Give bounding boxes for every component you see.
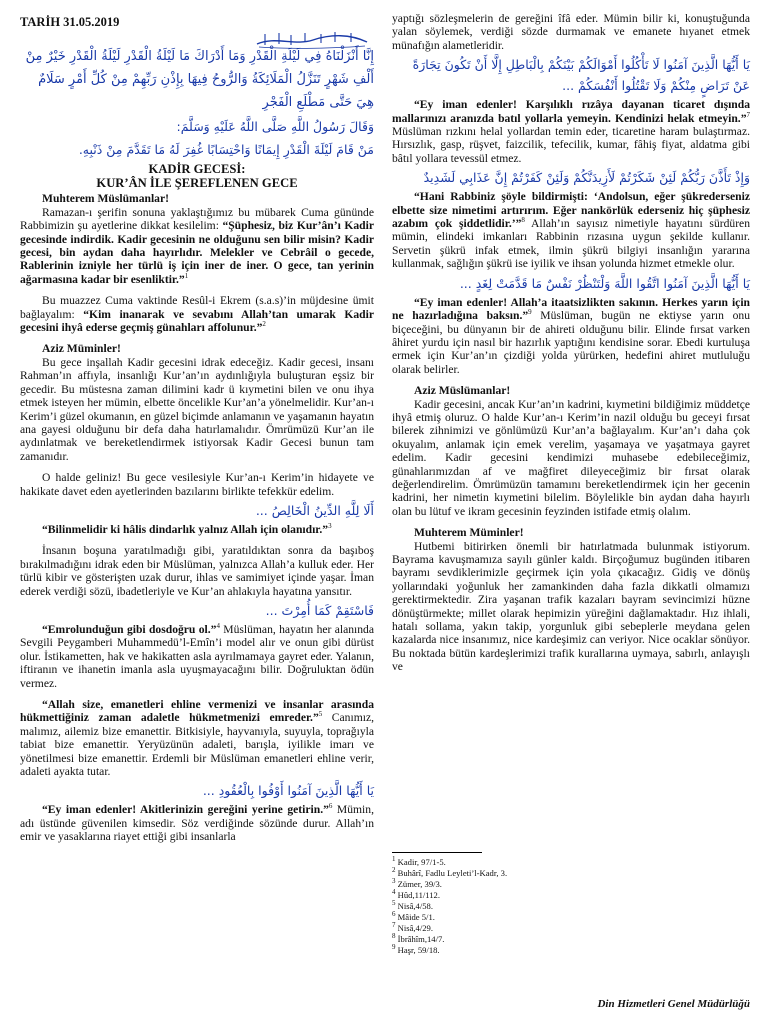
quote-text: “Ey iman edenler! Allah’a itaatsizlikten sakının. Herkes yarın için ne hazırladığına baksın.” (392, 295, 750, 323)
footnote-number: 8 (392, 932, 396, 941)
footnote-ref: 1 (184, 271, 189, 280)
heading-aziz-muslumanlar: Aziz Müslümanlar! (414, 384, 511, 398)
paragraph-text: Allah’ın sayısız nimetiyle hayatını sürdüren mümin, elindeki imkanları Rabbinin rızasına uygun şekilde kullanır. Servetin şükrü infak etmek, ilmin şükrü bilgiyi insanlığın yararına kullanmak, sağlığın şükrü ise iyilik ve ihsan yolunda hizmet etmekle olur. (392, 217, 750, 271)
paragraph-text: Mümin, adı üstünde güvenilen kimsedir. Söz verdiğinde sözünde durur. Allah’ın emir ve yasaklarına riayet ettiği gibi insanlarla (20, 803, 374, 844)
right-column (392, 12, 750, 674)
footnote-text: Zümer, 39/3. (397, 879, 442, 889)
footnote-item (392, 923, 642, 934)
paragraph (20, 294, 374, 334)
paragraph: yaptığı sözleşmelerin de gereğini îfâ eder. Mümin bilir ki, konuştuğunda yalan söylemek, verdiği sözde durmamak ve emanete hıyanet etmek münafığın alametleridir. (392, 12, 750, 52)
footnote-number: 6 (392, 910, 396, 919)
arabic-hadith-intro: وَقَالَ رَسُولُ اللَّهِ صَلَّى اللَّهُ عَلَيْهِ وَسَلَّمَ: (176, 119, 374, 135)
footnote-number: 3 (392, 877, 396, 886)
paragraph-text: Müslüman, bugün ne ektiyse yarın onu biçeceğini, bu dünyanın bir de ahireti olduğunu bilir. Elinde fırsat varken âhiret yurdu için nasıl bir hazırlık yaptığını kendisine sorar. Ebedi kurtuluşa ermek için Kur’an’ın çizdiği yolda yürürken, hedefini ahiret mutluluğu olarak belirler. (392, 309, 750, 376)
footnotes (392, 852, 642, 956)
arabic-ala-lillah: أَلَا لِلَّهِ الدِّينُ الْخَالِصُ ... (255, 502, 374, 518)
footnote-number: 4 (392, 888, 396, 897)
heading-aziz-mumin: Aziz Müminler! (42, 342, 121, 356)
footnote-item (392, 912, 642, 923)
signature: Din Hizmetleri Genel Müdürlüğü (597, 998, 750, 1010)
footnote-item (392, 868, 642, 879)
footnote-item (392, 901, 642, 912)
footnote-text: Nisâ,4/29. (397, 923, 433, 933)
footnote-item (392, 857, 642, 868)
footnote-ref: 4 (216, 622, 220, 631)
footnote-text: Hûd,11/112. (397, 890, 440, 900)
heading-muhterem-muslumanlar: Muhterem Müslümanlar! (42, 192, 169, 206)
footnote-number: 5 (392, 899, 396, 908)
paragraph: İnsanın boşuna yaratılmadığı gibi, yaratıldıktan sonra da başıboş bırakılmadığını idrak eden bir Müslüman, yalnızca Allah’a kulluk eder. Her türlü kibir ve gösterişten uzak durur, ihlas ve samimiyet içinde yaşar. İman ederek verdiği sözü, ibadetleriyle ve Kur’an ahlakıyla hayatına yansıtır. (20, 544, 374, 598)
footnote-number: 2 (392, 866, 396, 875)
paragraph (20, 623, 374, 690)
footnote-ref: 8 (521, 216, 525, 225)
arabic-awfu-bil-uqud: يَا أَيُّهَا الَّذِينَ آمَنُوا أَوْفُوا بِالْعُقُودِ ... (202, 783, 374, 799)
paragraph-text: Müslüman rızkını helal yollardan temin eder, ticaretine haram bulaştırmaz. Hırsızlık, gasp, rüşvet, faizcilik, tefecilik, kumar, fâhiş fiyat, aldatma gibi bâtıl yollara tevessül etmez. (392, 125, 750, 165)
left-column (20, 12, 374, 844)
footnote-text: Mâide 5/1. (397, 912, 435, 922)
paragraph (20, 523, 374, 536)
footnote-text: Kadir, 97/1-5. (397, 857, 446, 867)
quote-text: “Şüphesiz, biz Kur’ân’ı Kadir gecesinde indirdik. Kadir gecesinin ne olduğunu sen bilir misin? Kadir gecesi, bin aydan daha hayırlıdır. Melekler ve Cebrâil o gecede, Rablerinin izniyle her türlü iş için iner de iner. O gece, tan yerinin ağarmasına kadar bir esenliktir.” (20, 219, 374, 286)
quote-text: “Ey iman edenler! Akitlerinizin gereğini yerine getirin.” (42, 803, 329, 817)
quote-text: “Ey iman edenler! Karşılıklı rızâya dayanan ticaret dışında mallarınızı aranızda batıl yollarla yemeyin. Kendinizi helak etmeyin.” (392, 98, 750, 125)
arabic-ayah-qadr: إِنَّا أَنْزَلْنَاهُ فِي لَيْلَةِ الْقَدْرِ وَمَا أَدْرَاكَ مَا لَيْلَةُ الْقَدْرِ لَيْلَةُ الْقَدْرِ خَيْرٌ مِنْ أَلْفِ شَهْرٍ تَنَزَّلُ الْمَلَائِكَةُ وَالرُّوحُ فِيهَا بِإِذْنِ رَبِّهِمْ مِنْ كُلِّ أَمْرٍ سَلَامٌ هِيَ حَتَّى مَطْلَعِ الْفَجْرِ (25, 49, 374, 111)
paragraph (20, 803, 374, 843)
footnote-number: 9 (392, 943, 396, 952)
paragraph (392, 98, 750, 165)
paragraph: Kadir gecesini, ancak Kur’an’ın kadrini, kıymetini bildiğimiz müddetçe ihyâ etmiş oluruz. O halde Kur’an-ı Kerim’in nazil olduğu bu geceyi fırsat bilerek zihnimizi ve gönlümüzü Kur’an’a bağlayalım. Kur’an’ı daha çok okuyalım, anlamak için emek verelim, yaşamaya ve yaşatmaya gayret edelim. Kadir gecesini kendimizi muhasebe edebileceğimiz, günahlarımızdan af ve mağfiret dileyeceğimiz bir fırsat olarak değerlendirelim. Ömrümüzün tamamını bereketlendirmek için her gecenin kadrini, her nimetin kıymetini bilelim. Böylelikle bin aydan daha hayırlı olan bu lütuf ve ikram gecesinin feyzinden istifade etmiş olalım. (392, 397, 750, 518)
footnote-ref: 7 (746, 110, 750, 119)
paragraph-text: Müslüman, hayatın her alanında Sevgili Peygamberi Muhammedü’l-Emîn’i model alır ve onun gibi dürüst olur. İstikametten, hak ve hakikatten asla ayrılmamaya gayret eder. Yalanın, iftiranın ve ihanetin imanla asla uyuşmayacağını bilir. Doğruluktan ödün vermez. (20, 622, 374, 690)
footnote-text: Buhârî, Fadlu Leyleti’l-Kadr, 3. (397, 868, 508, 878)
paragraph (392, 296, 750, 376)
footnote-item (392, 879, 642, 890)
footnote-item (392, 945, 642, 956)
arabic-laazidannakum: وَإِذْ تَأَذَّنَ رَبُّكُمْ لَئِنْ شَكَرْتُمْ لَأَزِيدَنَّكُمْ وَلَئِنْ كَفَرْتُمْ إِنَّ عَذَابِي لَشَدِيدٌ (423, 170, 750, 186)
paragraph-text: Ramazan-ı şerifin sonuna yaklaştığımız bu mübarek Cuma gününde Rabbimizin şu ayetlerine dikkat kesilelim: (20, 205, 374, 233)
footnote-number: 1 (392, 855, 396, 864)
paragraph-text: Bu muazzez Cuma vaktinde Resûl-i Ekrem (s.a.s)’in müjdesine ümit bağlayalım: (20, 294, 374, 321)
sermon-title-line2: KUR’ÂN İLE ŞEREFLENEN GECE (96, 176, 298, 191)
paragraph: Hutbemi bitirirken önemli bir hatırlatmada bulunmak istiyorum. Bayrama kavuşmamıza sayılı günler kaldı. Birçoğumuz bugünden itibaren bayramı sevdiklerimizle geçirmek için yola çıkacağız. Gidiş ve dönüş yollarındaki yoğunluk her zamankinden daha fazla dikkatli olmamızı gerektirmektedir. Zira yaşanan trafik kazaları bayram sevincimizi hüzne dönüştürmekte; millet olarak hepimizin yüreğini dağlamaktadır. Hız ihlali, hatalı sollama, yakın takip, yorgunluk gibi sebeplerle meydana gelen kazalarda nice insanımız, nice kardeşimiz can veriyor. Nice ocaklar sönüyor. Bu noktada bütün kardeşlerimizi trafik kurallarına uymaya, sabırlı, anlayışlı ve (392, 539, 750, 674)
paragraph-text: Canımız, malımız, ailemiz bize emanettir. Bitkisiyle, hayvanıyla, suyuyla, toprağıyla tabiat bize emanettir. Yeryüzünün adaleti, barışla, iyilikle imarı ve yönetilmesi bize emanettir. Erdemli bir Müslüman emanetleri ehline verir, adaleti ayakta tutar. (20, 711, 374, 779)
heading-muhterem-muminler: Muhterem Müminler! (414, 526, 524, 540)
footnote-item (392, 890, 642, 901)
footnote-ref: 3 (328, 522, 332, 531)
arabic-festaqim: فَاسْتَقِمْ كَمَا أُمِرْتَ ... (265, 602, 374, 618)
footnote-ref: 5 (318, 710, 323, 719)
footnote-ref: 2 (262, 320, 266, 329)
paragraph (20, 698, 374, 778)
footnote-item (392, 934, 642, 945)
quote-text: “Kim inanarak ve sevabını Allah’tan umarak Kadir gecesini ihyâ ederse geçmiş günahları affolunur.” (20, 307, 374, 335)
paragraph (20, 206, 374, 286)
footnote-number: 7 (392, 921, 396, 930)
paragraph (392, 190, 750, 270)
footnote-text: Nisâ,4/58. (397, 901, 433, 911)
arabic-la-takulu: يَا أَيُّهَا الَّذِينَ آمَنُوا لَا تَأْكُلُوا أَمْوَالَكُمْ بَيْنَكُمْ بِالْبَاطِلِ إِلَّا أَنْ تَكُونَ تِجَارَةً عَنْ تَرَاضٍ مِنْكُمْ وَلَا تَقْتُلُوا أَنْفُسَكُمْ ... (412, 57, 750, 94)
paragraph: O halde geliniz! Bu gece vesilesiyle Kur’an-ı Kerim’in hidayete ve hakikate davet eden ayetlerinden bazılarını birlikte tefekkür edelim. (20, 471, 374, 498)
footnote-ref: 6 (328, 802, 333, 811)
date-label: TARİH 31.05.2019 (20, 15, 120, 29)
footnote-text: İbrâhîm,14/7. (397, 934, 445, 944)
quote-text: “Allah size, emanetleri ehline vermenizi ve insanlar arasında hükmettiğiniz zaman adaletle hükmetmenizi emreder.” (20, 698, 374, 725)
arabic-ittaqullah: يَا أَيُّهَا الَّذِينَ آمَنُوا اتَّقُوا اللَّهَ وَلْتَنْظُرْ نَفْسٌ مَا قَدَّمَتْ لِغَدٍ ... (459, 275, 750, 291)
quote-text: “Hani Rabbiniz şöyle bildirmişti: ‘Andolsun, eğer şükrederseniz elbette size nimetimi artırırım. Eğer nankörlük ederseniz hiç şüphesiz azabım çok şiddetlidir.’” (392, 190, 750, 231)
footnote-text: Haşr, 59/18. (397, 945, 440, 955)
sermon-title-line1: KADİR GECESİ: (148, 162, 246, 177)
arabic-hadith-text: مَنْ قَامَ لَيْلَةَ الْقَدْرِ إِيمَانًا وَاحْتِسَابًا غُفِرَ لَهُ مَا تَقَدَّمَ مِنْ ذَنْبِهِ. (78, 142, 374, 158)
footnote-ref: 9 (528, 308, 532, 317)
paragraph: Bu gece inşallah Kadir gecesini idrak edeceğiz. Kadir gecesi, insanı Rahman’ın affıyla, insanlığı Kur’an’ın aydınlığıyla buluşturan eşsiz bir gecedir. Bu müstesna zaman dilimini kadr ü kıymetini bilen ve onu ihya etmek isteyen her mümin, elbette öncelikle Kur’an’a yönelmelidir. Kur’an-ı Kerim’i güzel okumanın, en güzel biçimde anlamanın ve yaşamanın hayatın ana gayesi olduğunu bir defa daha hatırlamalıdır. Ömrümüzü Kur’an ile aydınlatmak ve bereketlendirmek istiyorsak Kadir Gecesi bunun tam zamanıdır. (20, 355, 374, 463)
quote-text: “Emrolunduğun gibi dosdoğru ol.” (42, 622, 217, 636)
quote-text: “Bilinmelidir ki hâlis dindarlık yalnız Allah için olanıdır.” (42, 522, 329, 536)
footnote-divider (392, 852, 482, 853)
